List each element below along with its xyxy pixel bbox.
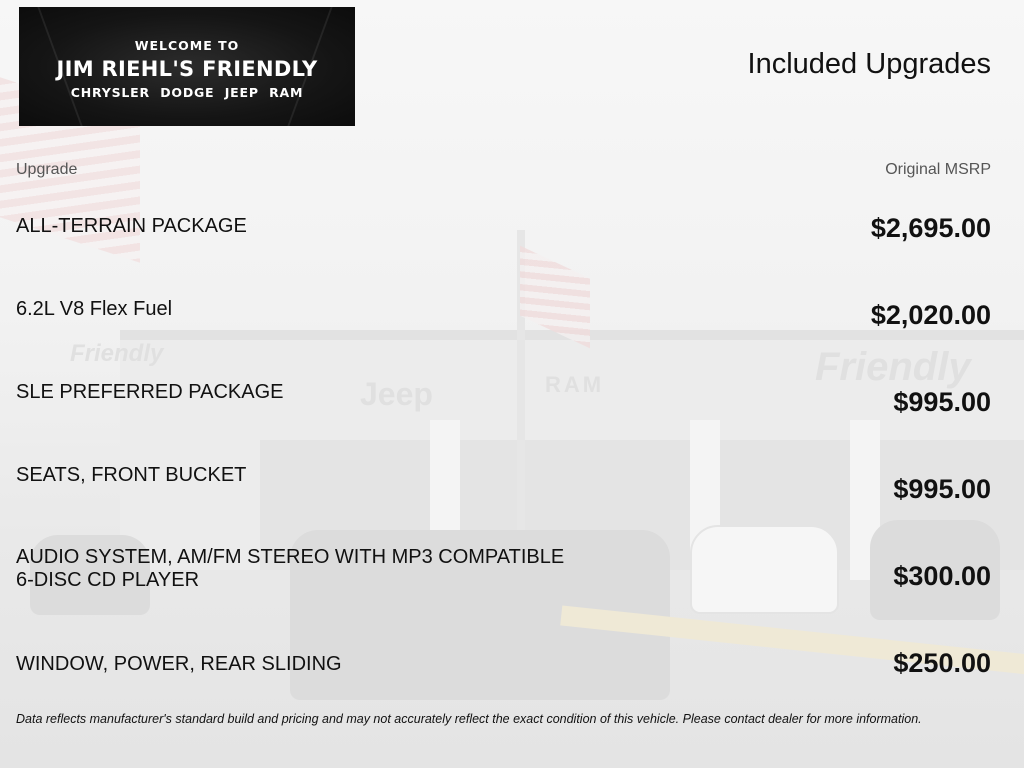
upgrade-name: SEATS, FRONT BUCKET xyxy=(16,464,247,486)
disclaimer-footnote: Data reflects manufacturer's standard build and pricing and may not accurately reflect the exact condition of this vehicle. Please contact dealer for more information. xyxy=(16,712,922,726)
upgrade-price: $250.00 xyxy=(893,648,991,678)
dealer-logo xyxy=(19,7,355,126)
upgrade-name: SLE PREFERRED PACKAGE xyxy=(16,381,284,403)
upgrade-price: $300.00 xyxy=(893,561,991,591)
column-header-upgrade: Upgrade xyxy=(16,161,78,178)
column-header-msrp: Original MSRP xyxy=(885,161,991,178)
upgrade-price: $995.00 xyxy=(893,474,991,504)
upgrade-price: $2,695.00 xyxy=(870,213,991,243)
upgrade-name: 6.2L V8 Flex Fuel xyxy=(16,298,173,320)
upgrade-name: AUDIO SYSTEM, AM/FM STEREO WITH MP3 COMPATIBLE 6-DISC CD PLAYER xyxy=(16,546,565,591)
logo-dealer-name: JIM RIEHL'S FRIENDLY xyxy=(56,56,318,81)
upgrade-name: ALL-TERRAIN PACKAGE xyxy=(16,215,247,237)
logo-brands: CHRYSLER DODGE JEEP RAM xyxy=(70,84,304,100)
upgrade-name: WINDOW, POWER, REAR SLIDING xyxy=(16,653,342,675)
dealership-background-photo: Jeep Friendly Friendly RAM xyxy=(0,0,1024,768)
logo-welcome-text: WELCOME TO xyxy=(134,37,240,53)
page-title: Included Upgrades xyxy=(747,48,991,80)
upgrade-price: $995.00 xyxy=(893,387,991,417)
upgrade-price: $2,020.00 xyxy=(870,300,991,330)
